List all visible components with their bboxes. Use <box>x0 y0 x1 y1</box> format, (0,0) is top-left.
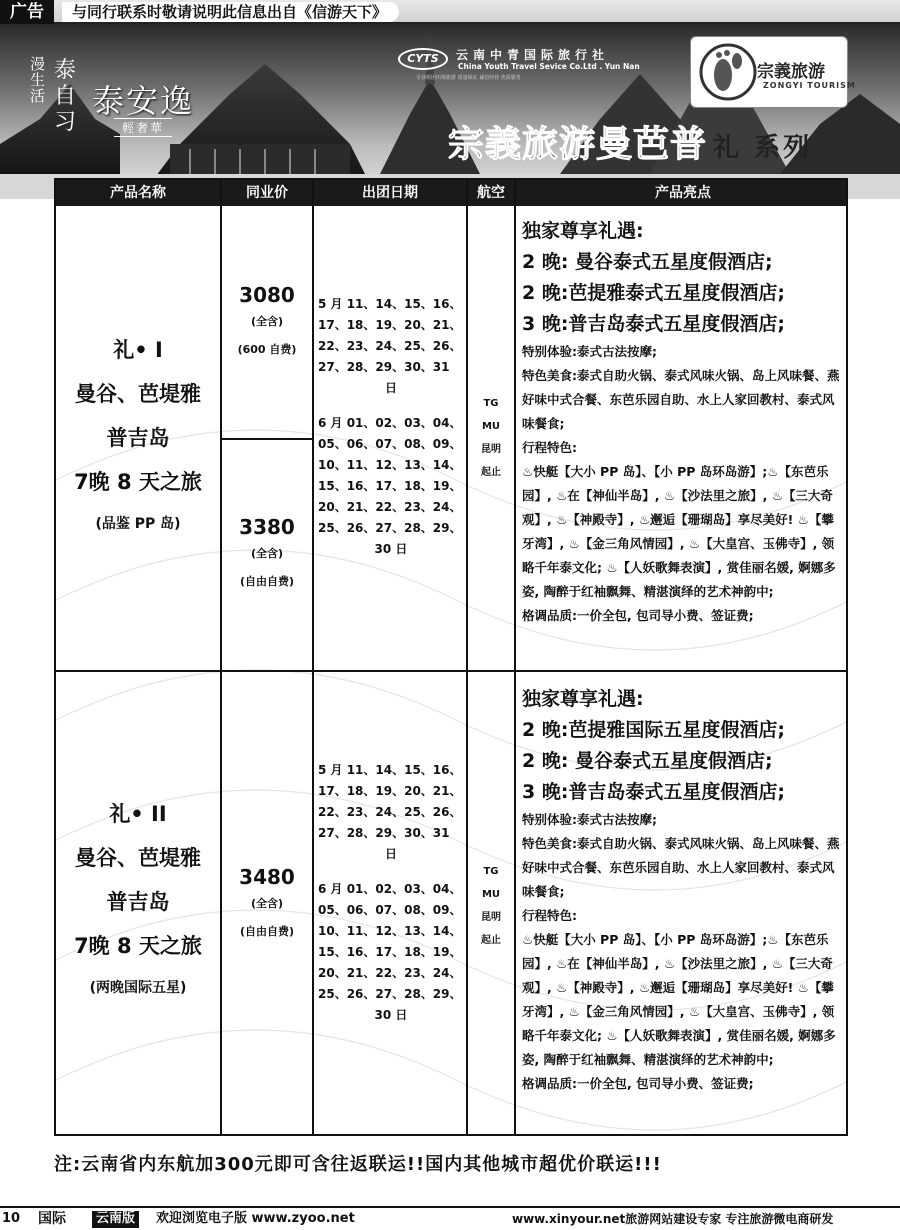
transfer-note: 注:云南省内东航加300元即可含往返联运!!国内其他城市超优价联运!!! <box>54 1154 662 1175</box>
highlight-experience: 特别体验:泰式古法按摩; <box>522 812 657 827</box>
section-label: 国际 <box>38 1211 66 1227</box>
series-title-suffix: 礼 系列 <box>713 133 813 163</box>
page-number: 10 <box>2 1211 21 1226</box>
highlight-itinerary: ♨快艇【大小 PP 岛】、【小 PP 岛环岛游】;♨【东芭乐园】, ♨在【神仙半岛】, ♨【沙法里之旅】, ♨【三大奇观】, ♨【神殿寺】, ♨邂逅【珊瑚岛】享尽美好! ♨【攀牙湾】, ♨【金三角风情园】, ♨【大皇宫、玉佛寺】, 领略千年泰文化; ♨【人妖歌舞表演】, 赏佳丽名媛, 婀娜多姿, 陶醉于红袖飘舞、精湛演绎的艺术神韵中; <box>522 464 836 599</box>
highlight-hotel: 2 晚: 曼谷泰式五星度假酒店; <box>522 750 773 772</box>
ad-strip <box>0 0 900 24</box>
header-banner <box>0 24 900 199</box>
brand-main-title: 泰安逸 <box>92 82 195 120</box>
highlight-hotel: 2 晚: 曼谷泰式五星度假酒店; <box>522 251 773 273</box>
dates-june-tail: 30 日 <box>374 1008 408 1022</box>
table-row-1-price-b <box>222 514 312 596</box>
departure-label: 起止 <box>481 935 501 946</box>
highlight-heading: 独家尊享礼遇: <box>522 688 644 710</box>
highlight-hotel: 2 晚:芭提雅泰式五星度假酒店; <box>522 282 786 304</box>
series-title-main: 宗義旅游曼芭普 <box>448 123 708 165</box>
table-row-2-dates <box>318 760 464 1026</box>
dates-june: 6 月 01、02、03、04、05、06、07、08、09、10、11、12、13、14、15、16、17、18、19、20、21、22、23、24、25、26、27、28、29、 <box>318 416 462 535</box>
column-header-dates: 出团日期 <box>314 180 466 206</box>
table-row-1-airline <box>468 392 514 484</box>
grid-line <box>514 180 516 1136</box>
table-row-1-highlights <box>522 216 844 628</box>
agency-name-cn: 云南中青国际旅行社 <box>456 48 610 62</box>
highlight-itinerary-label: 行程特色: <box>522 440 577 455</box>
series-title <box>448 116 812 167</box>
dates-may-tail: 日 <box>384 847 397 861</box>
price-inclusion: (全含) <box>250 547 284 560</box>
departure-label: 起止 <box>481 467 501 478</box>
table-row-2-airline <box>468 860 514 952</box>
site-link[interactable]: www.xinyour.net旅游网站建设专家 专注旅游微电商研发 <box>512 1212 834 1226</box>
dates-may: 5 月 11、14、15、16、17、18、19、20、21、22、23、24、25、26、27、28、29、30、31 <box>318 297 462 374</box>
highlight-cuisine: 特色美食:泰式自助火锅、泰式风味火锅、岛上风味餐、燕好味中式合餐、东芭乐园自助、水上人家回教村、泰式风味餐食; <box>522 368 840 431</box>
agency-name-en: China Youth Travel Sevice Co.Ltd . Yun Nan <box>458 62 640 71</box>
grid-line <box>312 180 314 1136</box>
product-route: 曼谷、芭堤雅 <box>75 382 201 406</box>
product-note: (两晚国际五星) <box>89 980 187 996</box>
price-value: 3480 <box>239 865 295 889</box>
agency-info <box>398 44 688 84</box>
column-header-price: 同业价 <box>222 180 312 206</box>
product-code: 礼• I <box>113 338 163 362</box>
zongyi-name-cn: 宗義旅游 <box>757 62 825 82</box>
highlight-itinerary: ♨快艇【大小 PP 岛】、【小 PP 岛环岛游】;♨【东芭乐园】, ♨在【神仙半岛】, ♨【沙法里之旅】, ♨【三大奇观】, ♨【神殿寺】, ♨邂逅【珊瑚岛】享尽美好! ♨【攀牙湾】, ♨【金三角风情园】, ♨【大皇宫、玉佛寺】, 领略千年泰文化; ♨【人妖歌舞表演】, 赏佳丽名媛, 婀娜多姿, 陶醉于红袖飘舞、精湛演绎的艺术神韵中; <box>522 932 836 1067</box>
ad-source-note: 与同行联系时敬请说明此信息出自《信游天下》 <box>62 2 399 22</box>
product-duration: 7晚 8 天之旅 <box>74 470 202 494</box>
highlight-itinerary-label: 行程特色: <box>522 908 577 923</box>
price-value: 3080 <box>239 283 295 307</box>
brand-vertical-big: 泰自习 <box>54 58 77 135</box>
highlight-quality: 格调品质:一价全包, 包司导小费、签证费; <box>522 608 754 623</box>
highlight-hotel: 3 晚:普吉岛泰式五星度假酒店; <box>522 313 786 335</box>
zongyi-name-en: ZONGYI TOURISM <box>763 81 856 90</box>
brand-subtitle: 輕奢華 <box>114 118 172 137</box>
table-row-1-name <box>56 328 220 544</box>
highlight-quality: 格调品质:一价全包, 包司导小费、签证费; <box>522 1076 754 1091</box>
grid-line <box>466 180 468 1136</box>
product-island: 普吉岛 <box>106 426 170 450</box>
price-divider <box>220 438 312 440</box>
dates-may-tail: 日 <box>384 381 397 395</box>
airline-code: MU <box>481 889 501 900</box>
price-inclusion: (全含) <box>250 315 284 328</box>
departure-city: 昆明 <box>481 912 501 923</box>
departure-city: 昆明 <box>481 444 501 455</box>
agency-logo-icon: CYTS <box>398 48 448 70</box>
highlight-hotel: 3 晚:普吉岛泰式五星度假酒店; <box>522 781 786 803</box>
airline-code: MU <box>481 421 501 432</box>
column-header-airline: 航空 <box>468 180 514 206</box>
brand-vertical-small: 漫生活 <box>30 55 46 105</box>
highlight-experience: 特别体验:泰式古法按摩; <box>522 344 657 359</box>
column-header-name: 产品名称 <box>56 180 220 206</box>
product-note: (品鉴 PP 岛) <box>95 516 181 532</box>
highlight-heading: 独家尊享礼遇: <box>522 220 644 242</box>
footprint-globe-icon <box>697 41 759 103</box>
table-row-1-price-a <box>222 282 312 364</box>
ad-badge: 广告 <box>0 0 54 24</box>
product-table <box>54 178 848 1136</box>
page-footer <box>0 1206 900 1230</box>
price-note: (600 自费) <box>237 343 297 356</box>
column-header-highlights: 产品亮点 <box>516 180 848 206</box>
table-row-2-name <box>56 792 220 1008</box>
product-route: 曼谷、芭堤雅 <box>75 846 201 870</box>
table-row-2-price <box>222 864 312 946</box>
agency-tagline: 专业组团出境旅游 质量保证 诚信经营 优质服务 <box>416 75 521 81</box>
airline-code: TG <box>483 398 499 409</box>
price-value: 3380 <box>239 515 295 539</box>
product-island: 普吉岛 <box>106 890 170 914</box>
price-note: (自由自费) <box>239 575 295 588</box>
row-divider <box>56 670 848 672</box>
product-code: 礼• II <box>109 802 167 826</box>
airline-code: TG <box>483 866 499 877</box>
product-duration: 7晚 8 天之旅 <box>74 934 202 958</box>
dates-may: 5 月 11、14、15、16、17、18、19、20、21、22、23、24、25、26、27、28、29、30、31 <box>318 763 462 840</box>
zongyi-logo-box <box>690 36 856 108</box>
price-inclusion: (全含) <box>250 897 284 910</box>
table-row-1-dates <box>318 294 464 560</box>
highlight-hotel: 2 晚:芭提雅国际五星度假酒店; <box>522 719 786 741</box>
dates-june-tail: 30 日 <box>374 542 408 556</box>
price-note: (自由自费) <box>239 925 295 938</box>
highlight-cuisine: 特色美食:泰式自助火锅、泰式风味火锅、岛上风味餐、燕好味中式合餐、东芭乐园自助、水上人家回教村、泰式风味餐食; <box>522 836 840 899</box>
welcome-link[interactable]: 欢迎浏览电子版 www.zyoo.net <box>156 1211 355 1226</box>
edition-badge: 云南版 <box>92 1211 139 1228</box>
table-row-2-highlights <box>522 684 844 1096</box>
dates-june: 6 月 01、02、03、04、05、06、07、08、09、10、11、12、13、14、15、16、17、18、19、20、21、22、23、24、25、26、27、28、29、 <box>318 882 462 1001</box>
